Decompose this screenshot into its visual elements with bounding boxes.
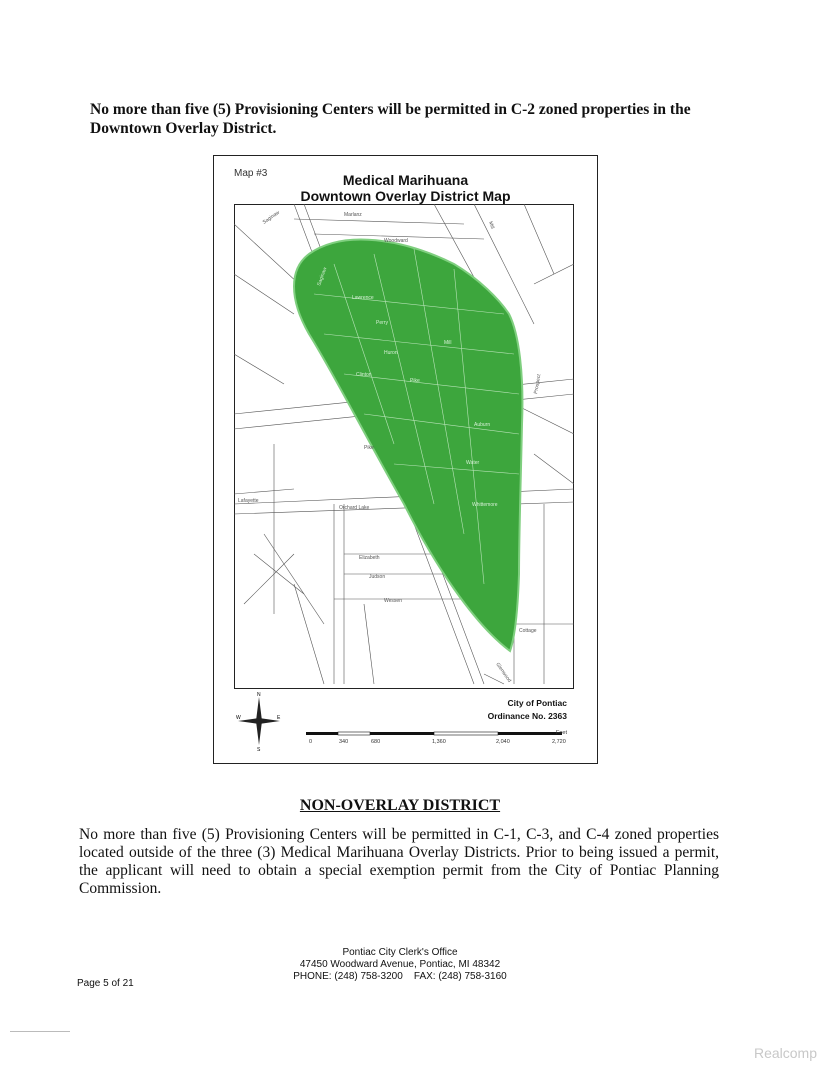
scale-label: 2,720	[552, 739, 566, 745]
page-number: Page 5 of 21	[77, 978, 134, 989]
footer-address: 47450 Woodward Avenue, Pontiac, MI 48342	[299, 959, 501, 970]
street-map	[234, 204, 574, 689]
street-label-inside: Saginaw	[316, 266, 329, 287]
divider	[10, 1031, 70, 1032]
street-label-inside: Lawrence	[352, 295, 374, 301]
city-name: City of Pontiac	[507, 698, 567, 708]
map-figure	[213, 155, 598, 764]
street-label: Cottage	[519, 628, 537, 634]
street-label-inside: Perry	[376, 320, 388, 326]
ordinance-number: Ordinance No. 2363	[487, 711, 567, 721]
map-title	[214, 172, 597, 204]
street-label: Elizabeth	[359, 555, 380, 561]
footer-phone: PHONE: (248) 758-3200	[293, 971, 403, 982]
street-label: Saginaw	[261, 209, 281, 226]
intro-paragraph: No more than five (5) Provisioning Centers will be permitted in C-2 zoned properties in the Downtown Overlay District.	[90, 101, 691, 137]
footer-office: Pontiac City Clerk's Office	[342, 947, 458, 958]
scale-label: 680	[371, 739, 381, 745]
scale-bar	[306, 731, 566, 739]
scale-label: 340	[339, 739, 349, 745]
footer-fax: FAX: (248) 758-3160	[413, 971, 507, 982]
scale-label: 1,360	[432, 739, 446, 745]
street-label: Pike	[364, 445, 374, 451]
street-label: Judson	[369, 574, 386, 580]
street-label: Marlanz	[344, 212, 362, 218]
map-number-label: Map #3	[234, 168, 268, 179]
street-label-inside: Huron	[384, 350, 398, 356]
compass-e: E	[277, 715, 281, 721]
scale-label: 0	[309, 739, 313, 745]
street-label-inside: Whittemore	[472, 502, 498, 508]
scale-label: 2,040	[496, 739, 510, 745]
compass-rose-icon	[236, 691, 282, 751]
street-label: Orchard Lake	[339, 505, 370, 511]
watermark: Realcomp	[753, 1045, 817, 1061]
section-heading: NON-OVERLAY DISTRICT	[299, 797, 501, 814]
compass-s: S	[257, 747, 261, 751]
street-label: Wessen	[384, 598, 402, 604]
street-label: Lafayette	[238, 498, 259, 504]
street-label: Mill	[487, 220, 496, 230]
scale-unit: Feet	[556, 730, 568, 736]
street-label-inside: Pike	[410, 378, 420, 384]
map-credit	[488, 697, 567, 723]
street-label-inside: Auburn	[474, 422, 491, 428]
map-title-line1: Medical Marihuana	[342, 172, 469, 188]
street-label-inside: Mill	[444, 340, 452, 346]
map-title-line2: Downtown Overlay District Map	[300, 188, 511, 204]
street-label: Woodward	[384, 238, 408, 244]
street-label: Glenwood	[494, 661, 513, 684]
street-label-inside: Clinton	[356, 372, 372, 378]
body-paragraph: No more than five (5) Provisioning Centers will be permitted in C-1, C-3, and C-4 zoned properties located outside of the three (3) Medical Marihuana Overlay Districts. Prior to being issued a permit, the applicant will need to obtain a special exemption permit from the City of Pontiac Planning Commission.	[79, 826, 719, 897]
street-label: Prospect	[533, 373, 543, 395]
compass-w: W	[236, 715, 241, 721]
compass-n: N	[257, 692, 261, 698]
street-label-inside: Water	[466, 460, 480, 466]
